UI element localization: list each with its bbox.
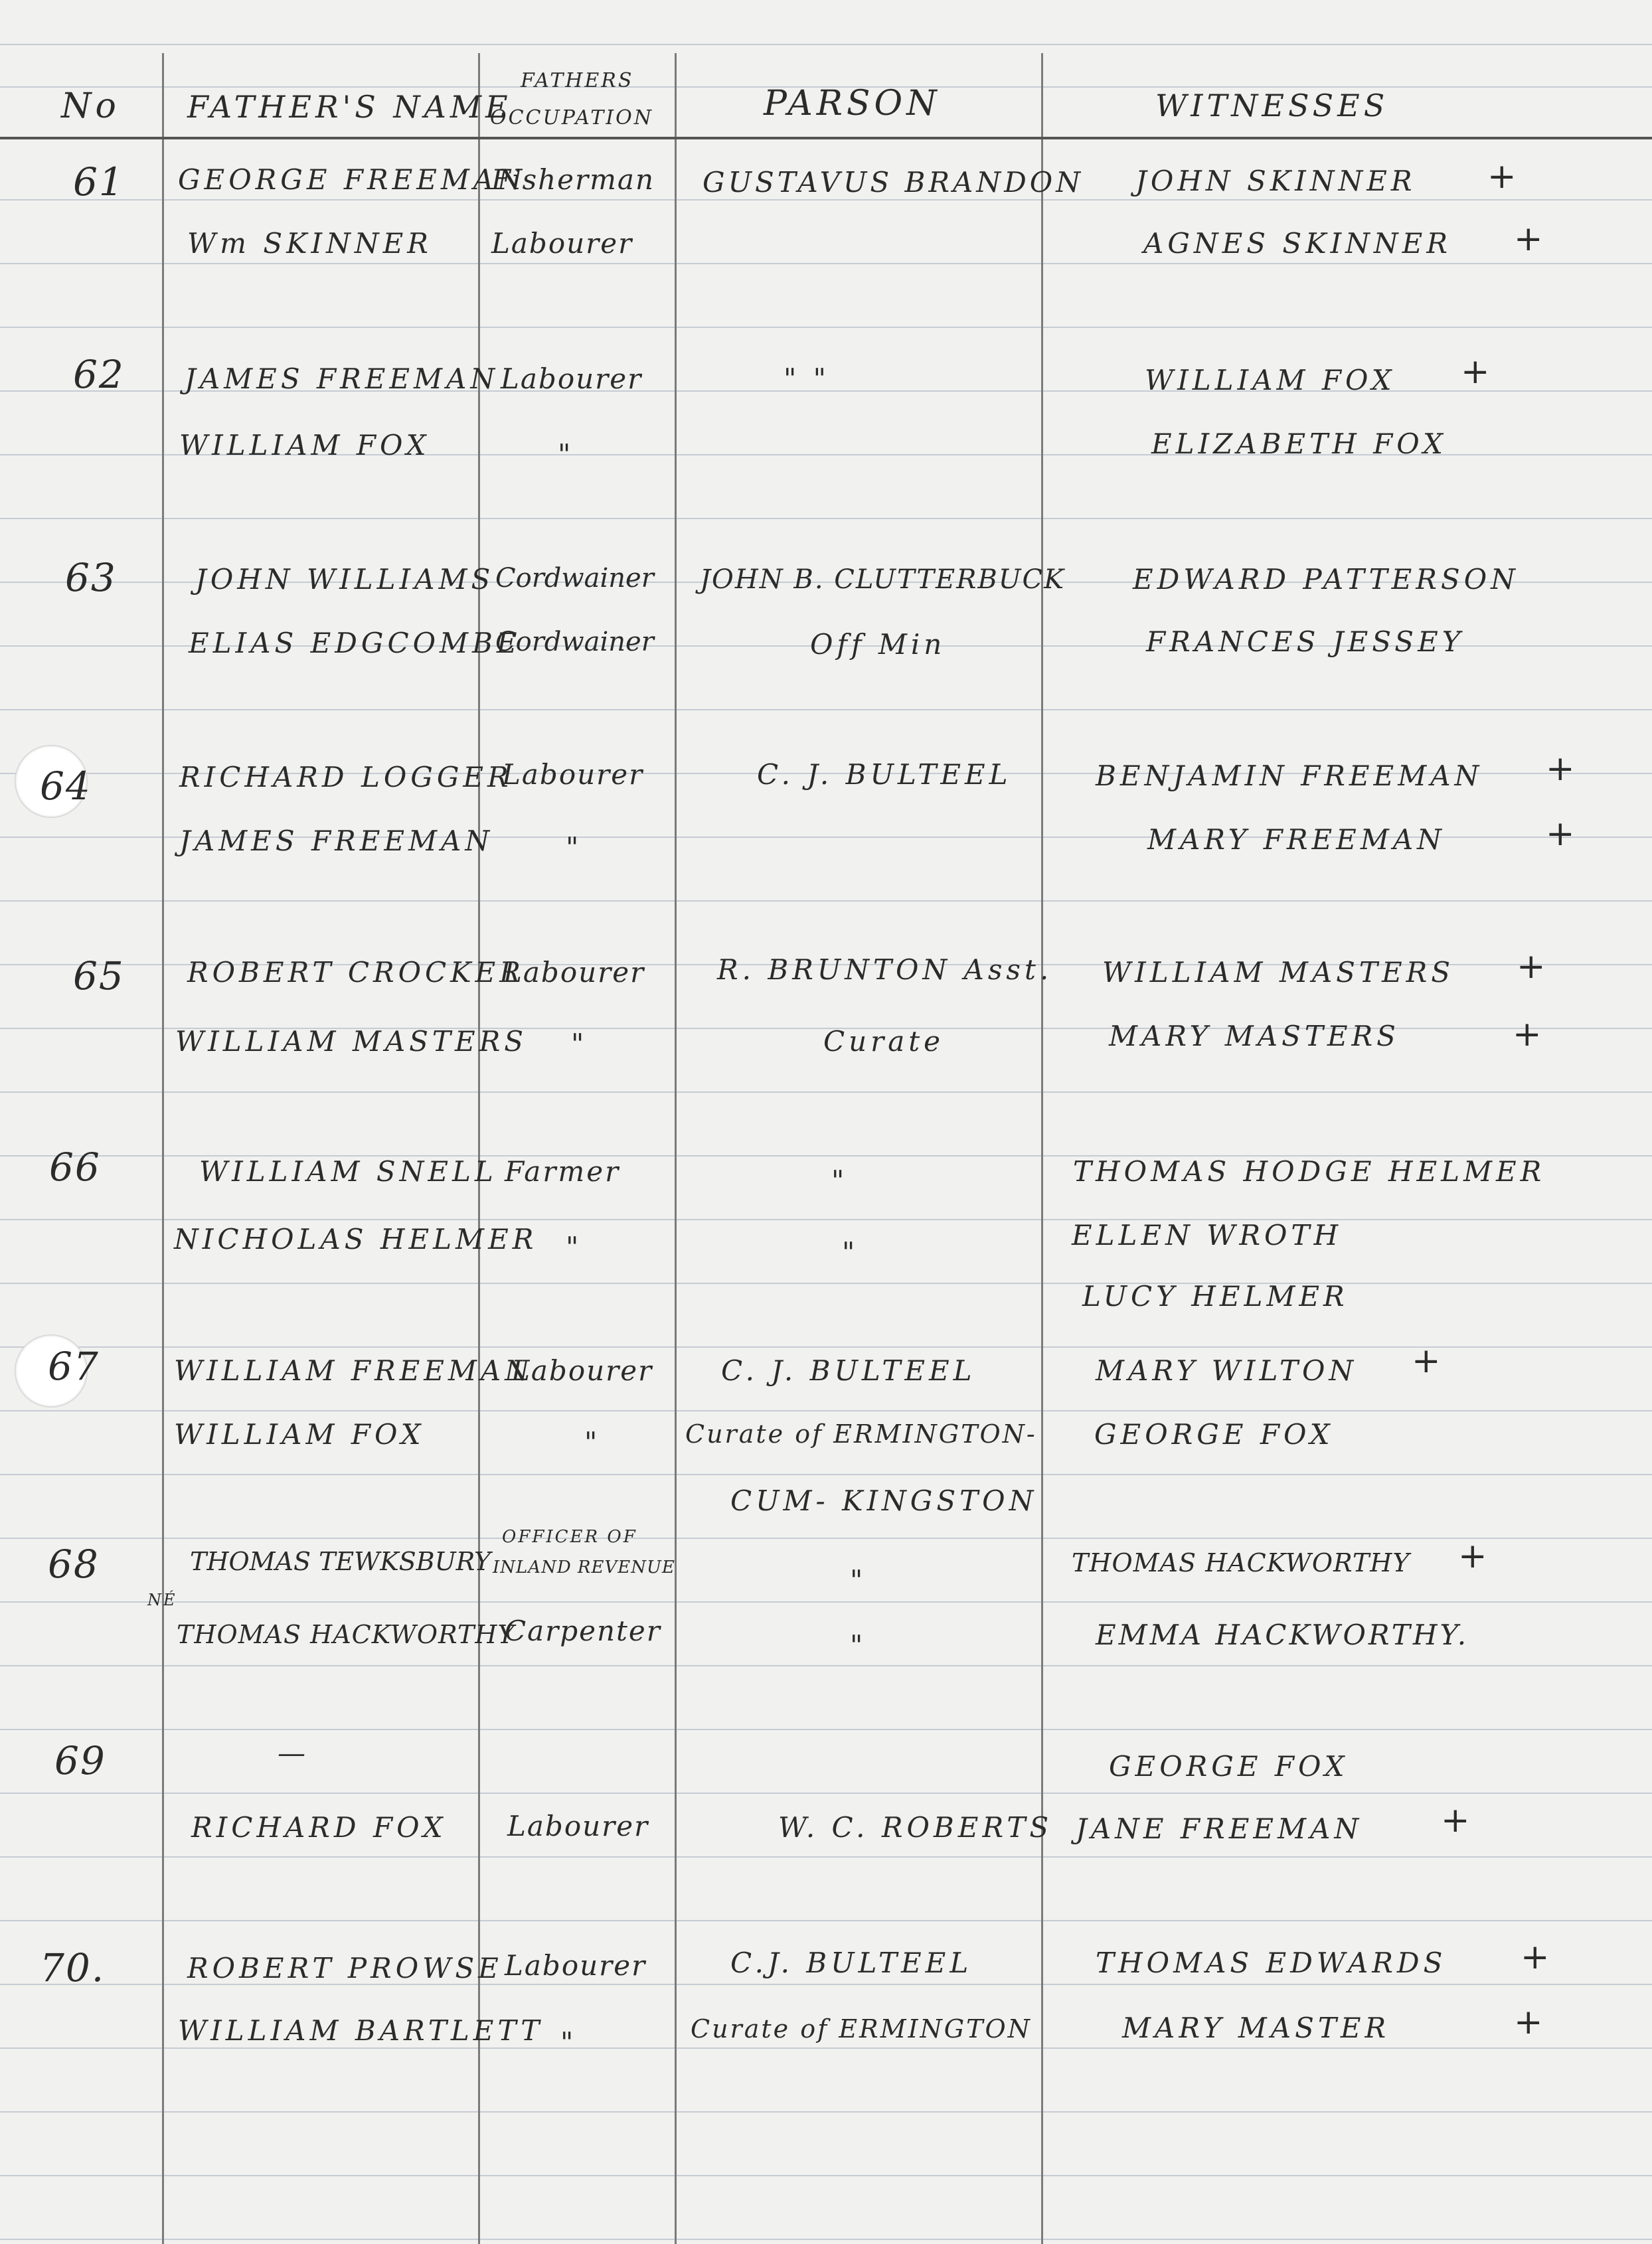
father-name: THOMAS HACKWORTHY xyxy=(177,1620,515,1649)
father-occupation: Cordwainer xyxy=(495,563,654,594)
header-underline xyxy=(0,137,1652,139)
entry-number: 68 xyxy=(48,1542,100,1587)
father-occupation: Cordwainer xyxy=(495,627,654,657)
father-name: WILLIAM MASTERS xyxy=(175,1025,527,1058)
header-father-occupation-line1: FATHERS xyxy=(521,69,634,92)
witness-name: EDWARD PATTERSON xyxy=(1133,563,1519,596)
witness-name: GEORGE FOX xyxy=(1109,1750,1349,1783)
entry-number: 69 xyxy=(54,1738,106,1783)
father-name: GEORGE FREEMAN xyxy=(178,163,526,196)
father-name: RICHARD FOX xyxy=(191,1811,447,1844)
parson-title: CUM- KINGSTON xyxy=(730,1484,1038,1517)
father-occupation: " xyxy=(558,438,575,471)
witness-mark: + xyxy=(1514,2002,1543,2042)
parson-ditto: " xyxy=(842,1236,859,1269)
parson-name: C.J. BULTEEL xyxy=(730,1947,973,1979)
witness-mark: + xyxy=(1412,1341,1441,1381)
parson-name: R. BRUNTON Asst. xyxy=(717,953,1053,986)
father-occupation: Labourer xyxy=(502,758,644,791)
father-name: WILLIAM SNELL xyxy=(199,1155,497,1188)
witness-name: EMMA HACKWORTHY. xyxy=(1096,1619,1469,1651)
witness-name: WILLIAM FOX xyxy=(1145,364,1396,396)
parson-name: C. J. BULTEEL xyxy=(757,758,1012,791)
parson-title: Curate xyxy=(823,1025,945,1058)
entry-number: 64 xyxy=(40,763,92,809)
witness-name: FRANCES JESSEY xyxy=(1146,625,1465,658)
entry-number: 67 xyxy=(48,1344,100,1389)
father-name: RICHARD LOGGER xyxy=(179,761,513,793)
parson-ditto: " xyxy=(850,1629,867,1662)
father-occupation: Labourer xyxy=(505,1949,647,1982)
parson-name: C. J. BULTEEL xyxy=(721,1354,976,1387)
parson-name: JOHN B. CLUTTERBUCK xyxy=(700,564,1065,595)
witness-name: LUCY HELMER xyxy=(1082,1280,1349,1313)
witness-name: WILLIAM MASTERS xyxy=(1102,956,1454,989)
parson-ditto: " xyxy=(850,1564,867,1597)
father-occupation: Carpenter xyxy=(505,1615,661,1647)
parson-name: W. C. ROBERTS xyxy=(778,1811,1053,1844)
father-occupation: Fisherman xyxy=(491,163,655,196)
entry-number: 70. xyxy=(40,1945,106,1990)
father-occupation: OFFICER OF xyxy=(502,1527,637,1547)
witness-mark: + xyxy=(1441,1801,1470,1840)
father-name: ELIAS EDGCOMBE xyxy=(189,627,521,659)
parson-ditto: " xyxy=(831,1164,849,1197)
father-name: WILLIAM BARTLETT xyxy=(178,2014,544,2047)
father-name: WILLIAM FREEMAN xyxy=(174,1354,533,1387)
header-father-name: FATHER'S NAME xyxy=(187,89,512,125)
witness-mark: + xyxy=(1513,1014,1542,1054)
header-father-occupation-line2: OCCUPATION xyxy=(490,106,653,129)
witness-name: ELLEN WROTH xyxy=(1072,1219,1343,1251)
parson-name: GUSTAVUS BRANDON xyxy=(702,166,1084,199)
witness-name: THOMAS HACKWORTHY xyxy=(1072,1548,1410,1577)
witness-mark: + xyxy=(1514,219,1543,259)
father-name: ROBERT CROCKER xyxy=(187,956,525,989)
witness-name: ELIZABETH FOX xyxy=(1151,428,1447,460)
father-name: JAMES FREEMAN xyxy=(185,362,499,395)
parson-title: Curate of ERMINGTON xyxy=(691,2014,1032,2044)
entry-number: 66 xyxy=(49,1145,101,1190)
entry-number: 61 xyxy=(73,159,125,204)
column-divider-4 xyxy=(1041,53,1043,2244)
witness-name: MARY FREEMAN xyxy=(1147,823,1446,856)
parson-title: Off Min xyxy=(810,628,946,661)
witness-mark: + xyxy=(1546,749,1575,789)
witness-mark: + xyxy=(1461,352,1490,392)
witness-name: JOHN SKINNER xyxy=(1135,165,1416,197)
father-occupation: Labourer xyxy=(491,227,633,260)
name-prefix: NÉ xyxy=(147,1591,177,1609)
witness-name: MARY MASTER xyxy=(1122,2012,1390,2044)
father-occupation: Farmer xyxy=(505,1155,621,1188)
entry-number: 65 xyxy=(73,953,125,999)
father-name: THOMAS TEWKSBURY xyxy=(190,1547,491,1576)
header-witnesses: WITNESSES xyxy=(1155,88,1389,123)
father-name: WILLIAM FOX xyxy=(174,1418,425,1451)
father-name: ROBERT PROWSE xyxy=(187,1952,503,1984)
column-divider-3 xyxy=(675,53,677,2244)
witness-mark: + xyxy=(1458,1536,1487,1576)
witness-name: AGNES SKINNER xyxy=(1143,227,1451,260)
witness-name: MARY WILTON xyxy=(1096,1354,1358,1387)
father-name: WILLIAM FOX xyxy=(179,429,430,461)
column-divider-1 xyxy=(162,53,164,2244)
father-occupation: Labourer xyxy=(503,956,645,989)
header-parson: PARSON xyxy=(764,84,941,123)
father-name: NICHOLAS HELMER xyxy=(174,1223,538,1255)
father-occupation: Labourer xyxy=(501,362,643,395)
witness-name: MARY MASTERS xyxy=(1109,1020,1400,1052)
header-no: No xyxy=(61,86,120,126)
father-occupation: " xyxy=(566,831,583,864)
father-name: JAMES FREEMAN xyxy=(179,825,494,857)
father-name-blank: — xyxy=(278,1737,309,1769)
entry-number: 62 xyxy=(73,352,125,397)
father-occupation: INLAND REVENUE xyxy=(493,1558,675,1577)
father-name: Wm SKINNER xyxy=(187,227,432,260)
witness-mark: + xyxy=(1517,947,1546,987)
witness-mark: + xyxy=(1487,157,1517,197)
witness-name: THOMAS HODGE HELMER xyxy=(1073,1155,1546,1188)
witness-name: BENJAMIN FREEMAN xyxy=(1096,760,1483,792)
witness-name: GEORGE FOX xyxy=(1094,1418,1334,1451)
witness-mark: + xyxy=(1546,814,1575,854)
witness-name: JANE FREEMAN xyxy=(1076,1812,1363,1845)
father-occupation: " xyxy=(560,2026,578,2059)
father-name: JOHN WILLIAMS xyxy=(195,563,495,596)
parson-title: Curate of ERMINGTON- xyxy=(685,1419,1037,1449)
witness-mark: + xyxy=(1521,1937,1550,1977)
father-occupation: Labourer xyxy=(507,1810,649,1842)
father-occupation: Labourer xyxy=(511,1354,653,1387)
father-occupation: " xyxy=(584,1426,602,1459)
witness-name: THOMAS EDWARDS xyxy=(1096,1947,1447,1979)
father-occupation: " xyxy=(566,1231,583,1263)
parson-name: " " xyxy=(784,362,830,395)
entry-number: 63 xyxy=(65,555,117,600)
father-occupation: " xyxy=(571,1028,588,1060)
